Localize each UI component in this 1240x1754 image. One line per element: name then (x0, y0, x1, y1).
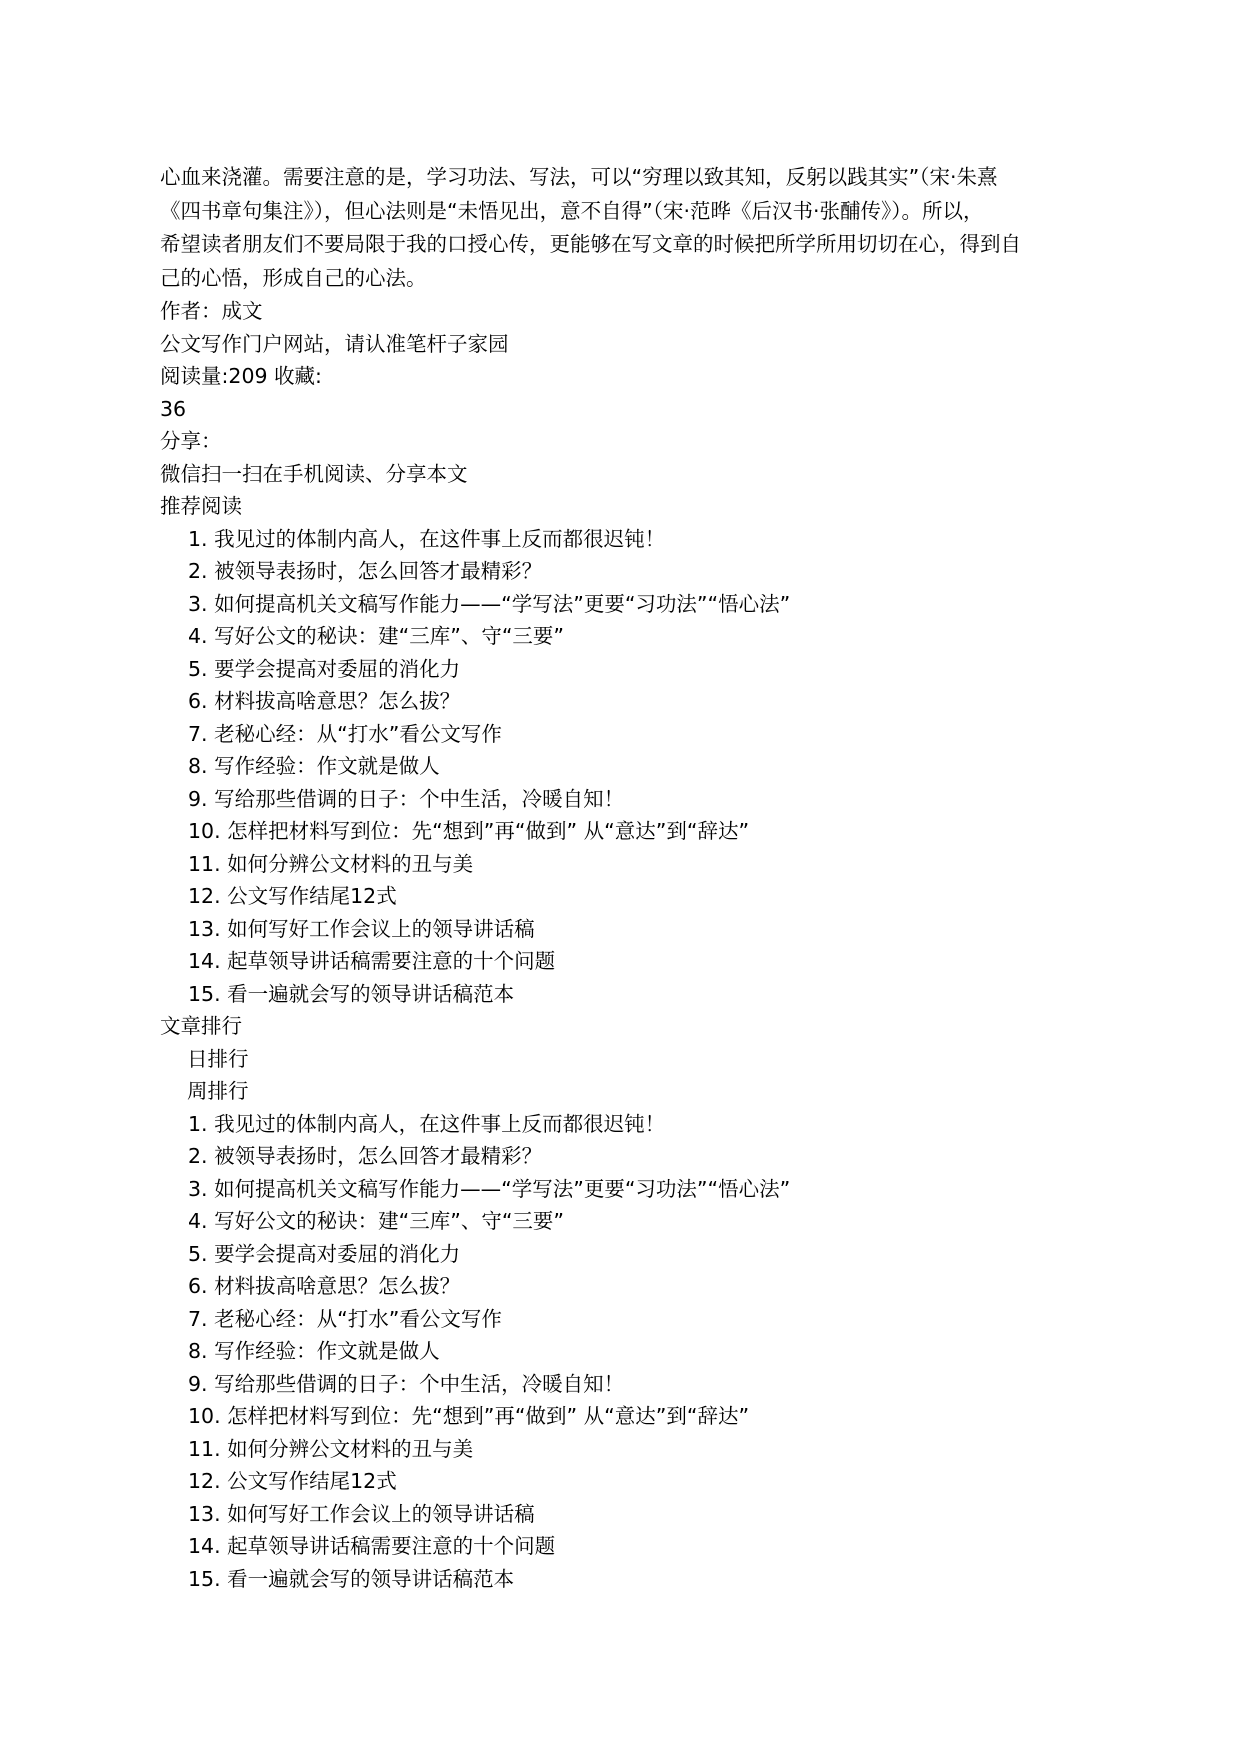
author-line: 作者：成文 (160, 299, 263, 323)
list-item[interactable] (160, 1173, 1100, 1206)
recommended-link[interactable]: 5. 要学会提高对委屈的消化力 (188, 656, 461, 681)
recommended-link[interactable]: 3. 如何提高机关文稿写作能力——“学写法”更要“习功法”“悟心法” (188, 591, 791, 616)
list-item[interactable] (160, 1400, 1100, 1433)
list-item[interactable] (160, 620, 1100, 653)
paragraph-line: 《四书章句集注》），但心法则是“未悟见出，意不自得”（宋·范晔《后汉书·张酺传》）。所以， (160, 198, 984, 223)
recommended-heading: 推荐阅读 (160, 494, 242, 518)
list-item[interactable] (160, 978, 1100, 1011)
list-item[interactable] (160, 1498, 1100, 1531)
list-item[interactable] (160, 1335, 1100, 1368)
list-item[interactable] (160, 880, 1100, 913)
ranking-link[interactable]: 8. 写作经验：作文就是做人 (188, 1339, 440, 1363)
list-item[interactable] (160, 1303, 1100, 1336)
list-item[interactable] (160, 685, 1100, 718)
ranking-link[interactable]: 5. 要学会提高对委屈的消化力 (188, 1241, 461, 1266)
recommended-link[interactable]: 13. 如何写好工作会议上的领导讲话稿 (188, 916, 535, 941)
list-item[interactable] (160, 1108, 1100, 1141)
ranking-list (160, 1108, 1100, 1596)
ranking-link[interactable]: 13. 如何写好工作会议上的领导讲话稿 (188, 1501, 535, 1526)
recommended-link[interactable]: 1. 我见过的体制内高人，在这件事上反而都很迟钝！ (188, 526, 666, 551)
list-item[interactable] (160, 555, 1100, 588)
list-item[interactable] (160, 1563, 1100, 1596)
list-item[interactable] (160, 848, 1100, 881)
list-item[interactable] (160, 1433, 1100, 1466)
list-item[interactable] (160, 783, 1100, 816)
ranking-link[interactable]: 14. 起草领导讲话稿需要注意的十个问题 (188, 1534, 556, 1558)
recommended-link[interactable]: 8. 写作经验：作文就是做人 (188, 754, 440, 778)
article-paragraph (160, 161, 1100, 295)
ranking-link[interactable]: 12. 公文写作结尾12式 (188, 1469, 397, 1493)
recommended-link[interactable]: 14. 起草领导讲话稿需要注意的十个问题 (188, 949, 556, 973)
paragraph-line: 心血来浇灌。需要注意的是，学习功法、写法，可以“穷理以致其知，反躬以践其实”（宋·朱熹 (160, 165, 998, 189)
list-item[interactable] (160, 1205, 1100, 1238)
wechat-share-hint: 微信扫一扫在手机阅读、分享本文 (160, 461, 468, 486)
recommended-link[interactable]: 12. 公文写作结尾12式 (188, 884, 397, 908)
recommended-link[interactable]: 6. 材料拔高啥意思？怎么拔？ (188, 689, 461, 713)
ranking-link[interactable]: 7. 老秘心经：从“打水”看公文写作 (188, 1306, 502, 1331)
ranking-link[interactable]: 3. 如何提高机关文稿写作能力——“学写法”更要“习功法”“悟心法” (188, 1176, 791, 1201)
tab-day-ranking[interactable]: 日排行 (187, 1046, 249, 1071)
recommended-link[interactable]: 10. 怎样把材料写到位：先“想到”再“做到” 从“意达”到“辞达” (188, 819, 750, 843)
list-item[interactable] (160, 653, 1100, 686)
recommended-link[interactable]: 9. 写给那些借调的日子：个中生活，冷暖自知！ (188, 786, 625, 811)
list-item[interactable] (160, 718, 1100, 751)
recommended-list (160, 523, 1100, 1011)
list-item[interactable] (160, 1140, 1100, 1173)
list-item[interactable] (160, 588, 1100, 621)
list-item[interactable] (160, 945, 1100, 978)
list-item[interactable] (160, 815, 1100, 848)
list-item[interactable] (160, 1238, 1100, 1271)
ranking-link[interactable]: 15. 看一遍就会写的领导讲话稿范本 (188, 1566, 515, 1591)
ranking-link[interactable]: 9. 写给那些借调的日子：个中生活，冷暖自知！ (188, 1371, 625, 1396)
recommended-link[interactable]: 2. 被领导表扬时，怎么回答才最精彩？ (188, 559, 543, 583)
list-item[interactable] (160, 1270, 1100, 1303)
list-item[interactable] (160, 1530, 1100, 1563)
favorites-count[interactable]: 36 (160, 396, 187, 421)
ranking-link[interactable]: 2. 被领导表扬时，怎么回答才最精彩？ (188, 1144, 543, 1168)
ranking-link[interactable]: 4. 写好公文的秘诀：建“三库”、守“三要” (188, 1209, 565, 1233)
ranking-link[interactable]: 10. 怎样把材料写到位：先“想到”再“做到” 从“意达”到“辞达” (188, 1404, 750, 1428)
list-item[interactable] (160, 913, 1100, 946)
read-stats: 阅读量:209 收藏: (160, 364, 322, 388)
ranking-link[interactable]: 1. 我见过的体制内高人，在这件事上反而都很迟钝！ (188, 1111, 666, 1136)
ranking-link[interactable]: 11. 如何分辨公文材料的丑与美 (188, 1436, 474, 1461)
list-item[interactable] (160, 750, 1100, 783)
tab-week-ranking[interactable]: 周排行 (187, 1079, 249, 1103)
recommended-link[interactable]: 11. 如何分辨公文材料的丑与美 (188, 851, 474, 876)
share-label: 分享： (160, 429, 222, 453)
document-page (160, 161, 1100, 1595)
recommended-link[interactable]: 7. 老秘心经：从“打水”看公文写作 (188, 721, 502, 746)
portal-notice: 公文写作门户网站，请认准笔杆子家园 (160, 331, 509, 356)
list-item[interactable] (160, 1465, 1100, 1498)
paragraph-line: 希望读者朋友们不要局限于我的口授心传，更能够在写文章的时候把所学所用切切在心，得到自 (160, 232, 1021, 256)
recommended-link[interactable]: 15. 看一遍就会写的领导讲话稿范本 (188, 981, 515, 1006)
paragraph-line: 己的心悟，形成自己的心法。 (160, 265, 427, 290)
recommended-link[interactable]: 4. 写好公文的秘诀：建“三库”、守“三要” (188, 624, 565, 648)
list-item[interactable] (160, 1368, 1100, 1401)
list-item[interactable] (160, 523, 1100, 556)
ranking-heading: 文章排行 (160, 1014, 242, 1038)
ranking-link[interactable]: 6. 材料拔高啥意思？怎么拔？ (188, 1274, 461, 1298)
